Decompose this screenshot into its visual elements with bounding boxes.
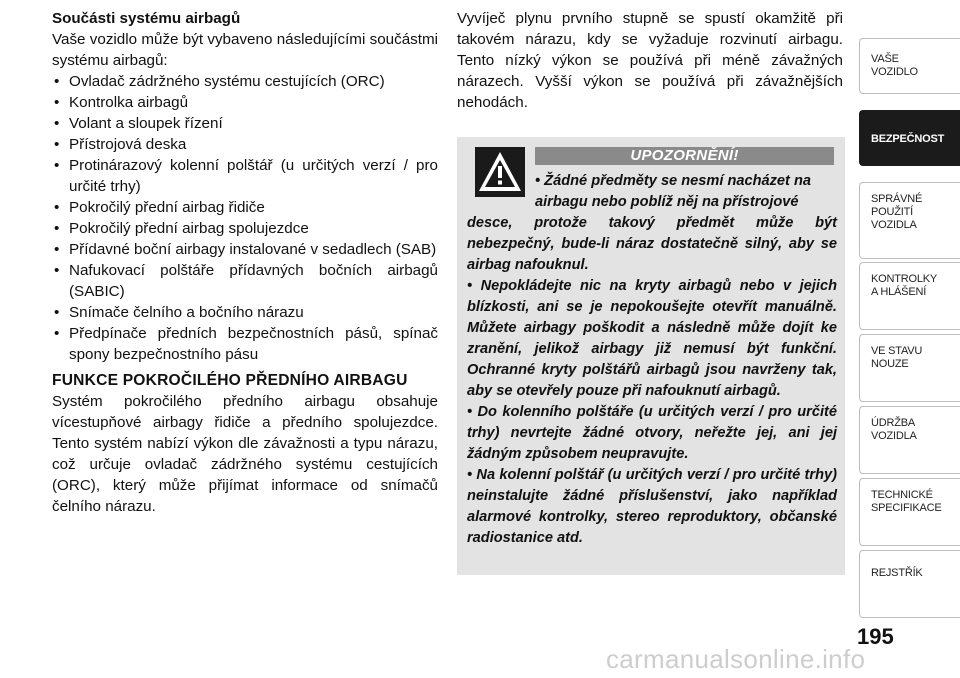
list-item: • Pokročilý přední airbag řidiče: [52, 197, 438, 218]
nav-tab-label: SPRÁVNÉ: [871, 193, 923, 205]
nav-tab-label: NOUZE: [871, 358, 909, 370]
warning-text: [467, 171, 837, 549]
nav-tab-label: KONTROLKY: [871, 273, 938, 285]
nav-tab-label: TECHNICKÉ: [871, 489, 933, 501]
list-item: • Protinárazový kolenní polštář (u určitých verzí / pro určité trhy): [52, 155, 438, 197]
list-item: • Snímače čelního a bočního nárazu: [52, 302, 438, 323]
list-item: • Ovladač zádržného systému cestujících (ORC): [52, 71, 438, 92]
nav-tab-udrzba[interactable]: [859, 406, 960, 474]
warning-title: UPOZORNĚNÍ!: [535, 147, 834, 165]
nav-tab-rejstrik[interactable]: [859, 550, 960, 618]
nav-tab-label: VOZIDLO: [871, 66, 918, 78]
nav-tab-technicke-specifikace[interactable]: [859, 478, 960, 546]
nav-tab-label: VAŠE: [871, 53, 899, 65]
nav-tab-bezpecnost[interactable]: [859, 110, 960, 166]
right-column: [457, 8, 843, 113]
nav-tab-label: ÚDRŽBA: [871, 417, 916, 429]
intro-text: Vaše vozidlo může být vybaveno následujícími součástmi systému airbagů:: [52, 31, 438, 69]
list-item: • Nafukovací polštáře přídavných bočních airbagů (SABIC): [52, 260, 438, 302]
nav-tab-label: A HLÁŠENÍ: [871, 286, 927, 298]
warning-box: [457, 137, 845, 575]
left-column: [52, 8, 438, 517]
nav-tab-vase-vozidlo[interactable]: [859, 38, 960, 94]
nav-tab-label: BEZPEČNOST: [871, 133, 945, 145]
warning-item: • Na kolenní polštář (u určitých verzí / pro určité trhy) neinstalujte žádné příslušenství, jako například alarmové kontrolky, stereo reproduktory, občanské radiostanice atd.: [467, 467, 837, 546]
section-heading: FUNKCE POKROČILÉHO PŘEDNÍHO AIRBAGU: [52, 372, 408, 389]
nav-tab-label: SPECIFIKACE: [871, 502, 942, 514]
list-item: • Kontrolka airbagů: [52, 92, 438, 113]
warning-line: • Žádné předměty se nesmí nacházet na: [535, 173, 811, 189]
nav-tab-label: VOZIDLA: [871, 430, 917, 442]
page-number: 195: [857, 624, 894, 649]
warning-item: • Nepokládejte nic na kryty airbagů nebo v jejich blízkosti, ani se je nepokoušejte otevřít manuálně. Můžete airbagy poškodit a následně může dojít ke zranění, jelikož airbagy již nemusí být funkční. Ochranné kryty polštářů airbagů jsou navrženy tak, aby se otevřely pouze při nafouknutí airbagů.: [467, 278, 837, 399]
nav-tab-spravne-pouziti[interactable]: [859, 182, 960, 259]
list-item: • Pokročilý přední airbag spolujezdce: [52, 218, 438, 239]
nav-tab-label: REJSTŘÍK: [871, 567, 923, 579]
list-item: • Volant a sloupek řízení: [52, 113, 438, 134]
warning-line: airbagu nebo poblíž něj na přístrojové: [535, 194, 799, 210]
list-item: • Přídavné boční airbagy instalované v sedadlech (SAB): [52, 239, 438, 260]
section-title: Součásti systému airbagů: [52, 10, 241, 27]
nav-tab-label: VE STAVU: [871, 345, 923, 357]
component-list: [52, 71, 438, 365]
list-item: • Přístrojová deska: [52, 134, 438, 155]
watermark: carmanualsonline.info: [606, 644, 866, 674]
body-paragraph: Vyvíječ plynu prvního stupně se spustí okamžitě při takovém nárazu, kdy se vyžaduje rozvinutí airbagu. Tento nízký výkon se používá při méně závažných nárazech. Vyšší výkon se používá při závažnějších nehodách.: [457, 10, 843, 111]
body-paragraph: Systém pokročilého předního airbagu obsahuje vícestupňové airbagy řidiče a předního spolujezdce. Tento systém nabízí výkon dle závažnosti a typu nárazu, což určuje ovladač zádržného systému cestujících (ORC), který může přijímat informace od snímačů čelního nárazu.: [52, 393, 438, 515]
nav-tab-ve-stavu-nouze[interactable]: [859, 334, 960, 402]
list-item: • Předpínače předních bezpečnostních pásů, spínač spony bezpečnostního pásu: [52, 323, 438, 365]
nav-tab-label: POUŽITÍ: [871, 206, 913, 218]
nav-tab-label: VOZIDLA: [871, 219, 917, 231]
nav-tab-kontrolky[interactable]: [859, 262, 960, 330]
warning-item: • Do kolenního polštáře (u určitých verzí / pro určité trhy) nevrtejte žádné otvory, neřežte jej, ani jej žádným způsobem neupravujte.: [467, 404, 837, 462]
warning-line: desce, protože takový předmět může být nebezpečný, bude-li náraz dostatečně silný, aby se airbag nafouknul.: [467, 215, 837, 273]
